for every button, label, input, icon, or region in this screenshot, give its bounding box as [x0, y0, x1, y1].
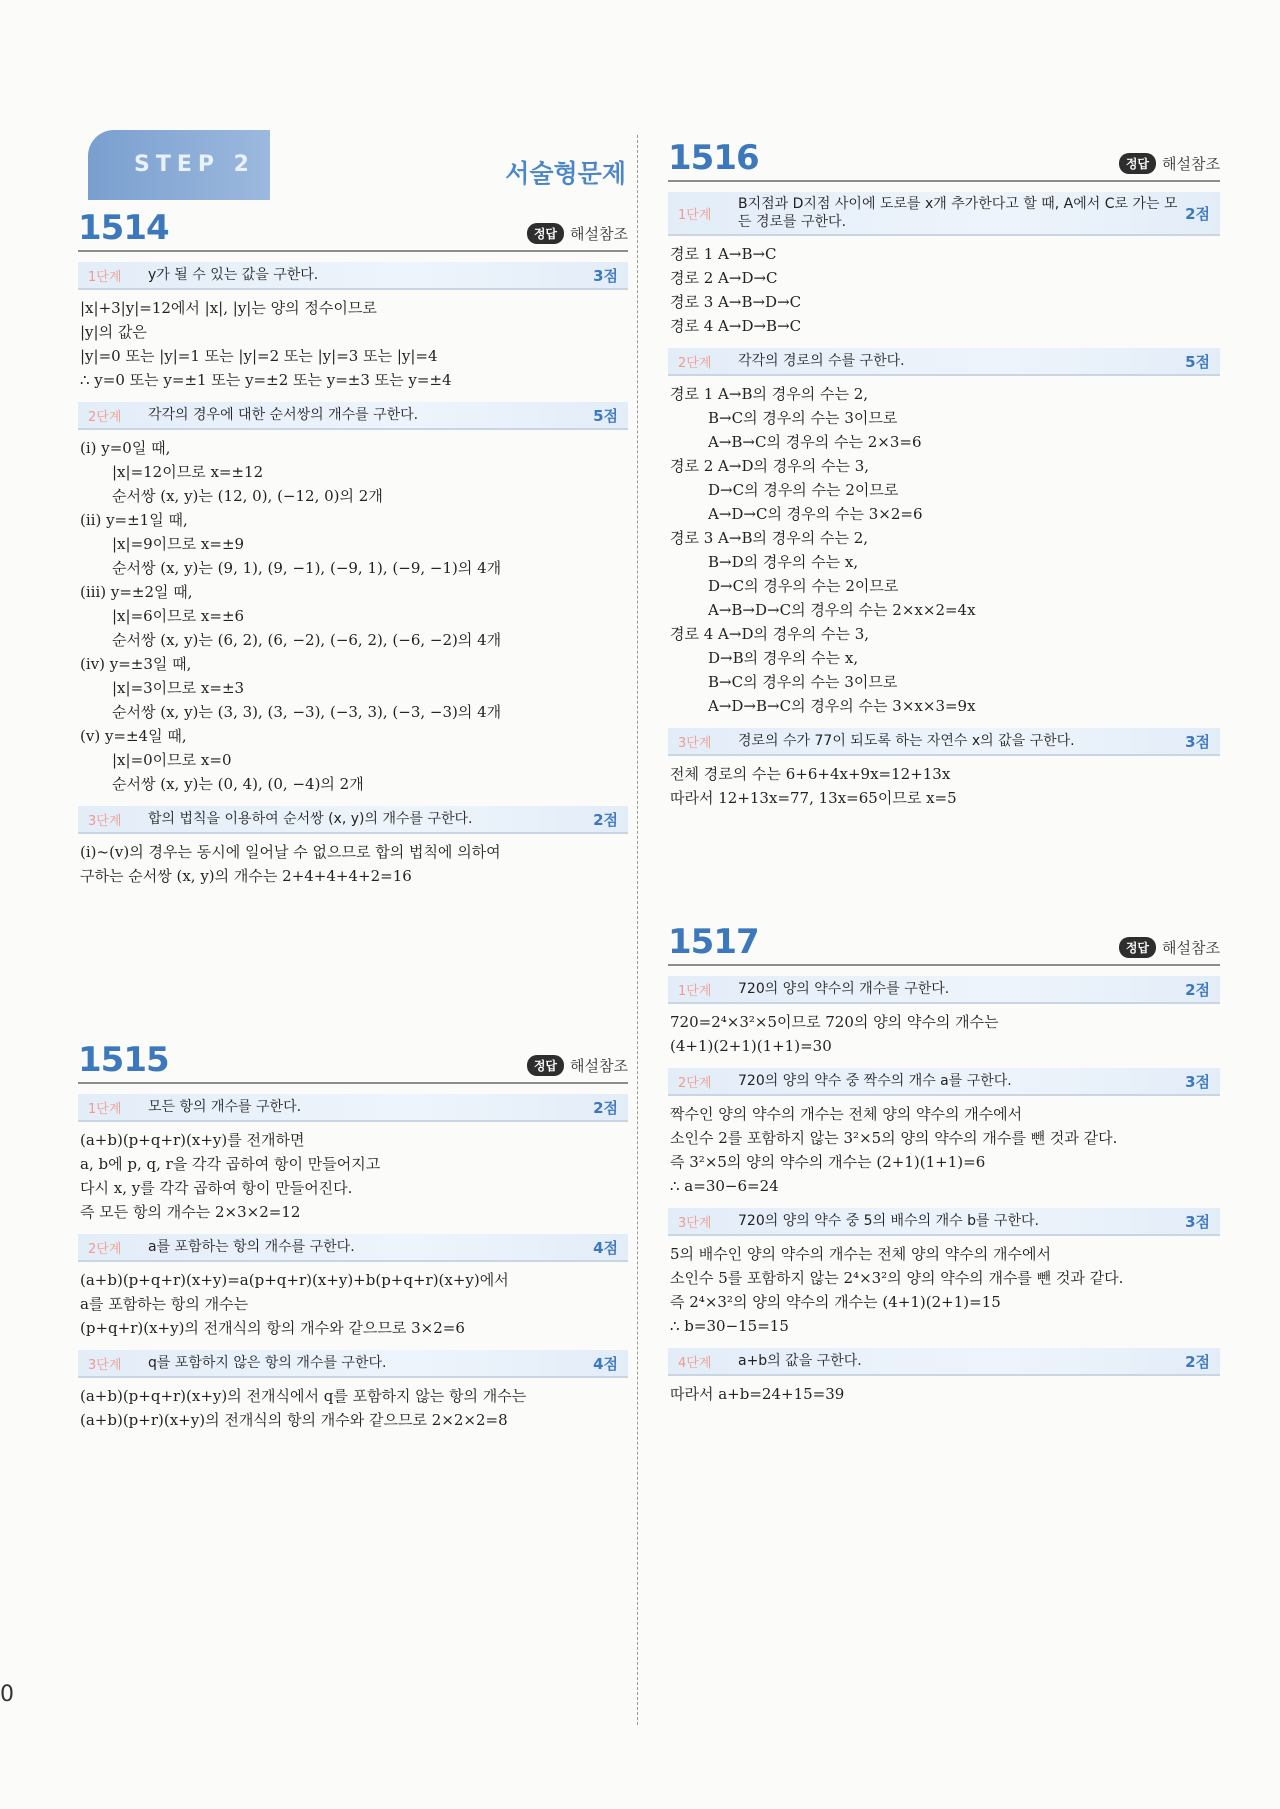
solution-line: 따라서 a+b=24+15=39	[670, 1385, 845, 1403]
solution-line: A→B→C의 경우의 수는 2×3=6	[708, 433, 922, 451]
solution-line: (ⅳ) y=±3일 때,	[80, 655, 192, 673]
solution-line: |x|=9이므로 x=±9	[112, 535, 245, 553]
stage-title: q를 포함하지 않은 항의 개수를 구한다.	[148, 1355, 387, 1371]
stage-points: 5점	[593, 406, 618, 425]
stage-title: 각각의 경우에 대한 순서쌍의 개수를 구한다.	[148, 407, 419, 423]
stage-number: 1단계	[678, 207, 712, 223]
solution-line: 전체 경로의 수는 6+6+4x+9x=12+13x	[670, 765, 951, 783]
answer-label	[1119, 153, 1220, 174]
solution-line: 경로 4 A→D→B→C	[670, 317, 802, 335]
solution-line: 소인수 2를 포함하지 않는 3²×5의 양의 약수의 개수를 뺀 것과 같다.	[670, 1129, 1118, 1147]
solution-line: a를 포함하는 항의 개수는	[80, 1295, 249, 1313]
stage-header	[78, 402, 628, 430]
step-label: STEP 2	[134, 152, 255, 177]
solution-line: 순서쌍 (x, y)는 (9, 1), (9, −1), (−9, 1), (−9, −1)의 4개	[112, 559, 502, 577]
solution-line: 다시 x, y를 각각 곱하여 항이 만들어진다.	[80, 1179, 353, 1197]
stage-points: 2점	[1185, 1352, 1210, 1371]
page-edge-mark: 0	[0, 1682, 14, 1707]
solution-line: A→B→D→C의 경우의 수는 2×x×2=4x	[708, 601, 976, 619]
stage-header	[668, 728, 1220, 756]
stage-body	[668, 376, 1220, 718]
solution-line: (ⅰ) y=0일 때,	[80, 439, 171, 457]
stage-header	[78, 1094, 628, 1122]
solution-line: (a+b)(p+q+r)(x+y)의 전개식에서 q를 포함하지 않는 항의 개수는	[80, 1387, 527, 1405]
answer-label	[1119, 937, 1220, 958]
stage-body	[78, 1378, 628, 1432]
solution-line: (a+b)(p+q+r)(x+y)=a(p+q+r)(x+y)+b(p+q+r)(x+y)에서	[80, 1271, 509, 1289]
stage-body	[668, 1004, 1220, 1058]
solution-line: |x|=6이므로 x=±6	[112, 607, 245, 625]
solution-line: (a+b)(p+r)(x+y)의 전개식의 항의 개수와 같으므로 2×2×2=8	[80, 1411, 508, 1429]
solution-line: (a+b)(p+q+r)(x+y)를 전개하면	[80, 1131, 305, 1149]
stage-body	[78, 430, 628, 796]
stage-header	[668, 976, 1220, 1004]
stage-points: 3점	[1185, 1072, 1210, 1091]
stage-title: 합의 법칙을 이용하여 순서쌍 (x, y)의 개수를 구한다.	[148, 811, 473, 827]
solution-line: ∴ b=30−15=15	[670, 1317, 789, 1335]
solution-line: (p+q+r)(x+y)의 전개식의 항의 개수와 같으므로 3×2=6	[80, 1319, 465, 1337]
answer-badge: 정답	[1119, 153, 1156, 174]
stage-points: 5점	[1185, 352, 1210, 371]
solution-line: B→D의 경우의 수는 x,	[708, 553, 859, 571]
stage-title: 720의 양의 약수의 개수를 구한다.	[738, 981, 950, 997]
stage-number: 2단계	[88, 1241, 122, 1257]
stage-points: 2점	[1185, 204, 1210, 223]
stage-title: 모든 항의 개수를 구한다.	[148, 1099, 302, 1115]
answer-text: 해설참조	[1162, 155, 1220, 173]
solution-line: 5의 배수인 양의 약수의 개수는 전체 양의 약수의 개수에서	[670, 1245, 1051, 1263]
problem-header	[78, 208, 628, 252]
answer-badge: 정답	[1119, 937, 1156, 958]
answer-badge: 정답	[527, 223, 564, 244]
solution-line: ∴ a=30−6=24	[670, 1177, 779, 1195]
stage-title: y가 될 수 있는 값을 구한다.	[148, 267, 319, 283]
solution-line: (ⅲ) y=±2일 때,	[80, 583, 193, 601]
problem-number: 1514	[78, 208, 169, 248]
problem-1515	[78, 1040, 628, 1432]
solution-line: A→D→C의 경우의 수는 3×2=6	[708, 505, 923, 523]
stage-header	[668, 192, 1220, 236]
stage-points: 2점	[593, 810, 618, 829]
solution-line: |x|+3|y|=12에서 |x|, |y|는 양의 정수이므로	[80, 299, 377, 317]
stage-number: 3단계	[678, 1215, 712, 1231]
stage-title: B지점과 D지점 사이에 도로를 x개 추가한다고 할 때, A에서 C로 가는 모든 경로를 구한다.	[738, 196, 1178, 230]
stage-body	[78, 290, 628, 392]
stage-body	[78, 834, 628, 888]
stage-title: a를 포함하는 항의 개수를 구한다.	[148, 1239, 355, 1255]
stage-number: 1단계	[88, 1101, 122, 1117]
solution-line: 경로 3 A→B→D→C	[670, 293, 802, 311]
solution-line: 경로 1 A→B의 경우의 수는 2,	[670, 385, 869, 403]
stage-number: 3단계	[88, 813, 122, 829]
solution-line: 경로 4 A→D의 경우의 수는 3,	[670, 625, 870, 643]
step-header	[88, 130, 626, 200]
step-badge	[88, 130, 270, 200]
solution-line: 순서쌍 (x, y)는 (3, 3), (3, −3), (−3, 3), (−3, −3)의 4개	[112, 703, 502, 721]
solution-line: (ⅰ)~(ⅴ)의 경우는 동시에 일어날 수 없으므로 합의 법칙에 의하여	[80, 843, 501, 861]
answer-label	[527, 223, 628, 244]
answer-label	[527, 1055, 628, 1076]
solution-line: (4+1)(2+1)(1+1)=30	[670, 1037, 832, 1055]
solution-line: D→C의 경우의 수는 2이므로	[708, 481, 899, 499]
section-title: 서술형문제	[505, 159, 626, 188]
solution-line: B→C의 경우의 수는 3이므로	[708, 673, 898, 691]
solution-line: 구하는 순서쌍 (x, y)의 개수는 2+4+4+4+2=16	[80, 867, 412, 885]
stage-number: 1단계	[88, 269, 122, 285]
stage-number: 2단계	[88, 409, 122, 425]
stage-header	[78, 806, 628, 834]
solution-line: 경로 1 A→B→C	[670, 245, 777, 263]
problem-1516	[668, 138, 1220, 810]
solution-line: 즉 3²×5의 양의 약수의 개수는 (2+1)(1+1)=6	[670, 1153, 986, 1171]
solution-line: |x|=3이므로 x=±3	[112, 679, 245, 697]
stage-points: 2점	[593, 1098, 618, 1117]
solution-line: |y|=0 또는 |y|=1 또는 |y|=2 또는 |y|=3 또는 |y|=4	[80, 347, 438, 365]
problem-header	[668, 138, 1220, 182]
stage-title: a+b의 값을 구한다.	[738, 1353, 862, 1369]
solution-line: B→C의 경우의 수는 3이므로	[708, 409, 898, 427]
stage-title: 각각의 경로의 수를 구한다.	[738, 353, 905, 369]
stage-points: 4점	[593, 1354, 618, 1373]
stage-points: 3점	[1185, 732, 1210, 751]
solution-line: 경로 2 A→D의 경우의 수는 3,	[670, 457, 870, 475]
answer-badge: 정답	[527, 1055, 564, 1076]
stage-points: 4점	[593, 1238, 618, 1257]
stage-points: 3점	[1185, 1212, 1210, 1231]
solution-line: 경로 3 A→B의 경우의 수는 2,	[670, 529, 869, 547]
stage-number: 2단계	[678, 1075, 712, 1091]
solution-line: 순서쌍 (x, y)는 (6, 2), (6, −2), (−6, 2), (−6, −2)의 4개	[112, 631, 502, 649]
stage-header	[78, 262, 628, 290]
solution-line: D→B의 경우의 수는 x,	[708, 649, 859, 667]
stage-points: 3점	[593, 266, 618, 285]
solution-line: (ⅴ) y=±4일 때,	[80, 727, 187, 745]
stage-title: 720의 양의 약수 중 5의 배수의 개수 b를 구한다.	[738, 1213, 1039, 1229]
stage-number: 3단계	[88, 1357, 122, 1373]
stage-number: 4단계	[678, 1355, 712, 1371]
stage-body	[668, 1236, 1220, 1338]
answer-text: 해설참조	[1162, 939, 1220, 957]
stage-body	[78, 1122, 628, 1224]
solution-line: |x|=12이므로 x=±12	[112, 463, 264, 481]
stage-title: 경로의 수가 77이 되도록 하는 자연수 x의 값을 구한다.	[738, 733, 1075, 749]
stage-body	[668, 236, 1220, 338]
solution-line: 즉 모든 항의 개수는 2×3×2=12	[80, 1203, 301, 1221]
stage-header	[78, 1234, 628, 1262]
stage-body	[668, 756, 1220, 810]
solution-line: 따라서 12+13x=77, 13x=65이므로 x=5	[670, 789, 957, 807]
solution-line: A→D→B→C의 경우의 수는 3×x×3=9x	[708, 697, 976, 715]
problem-number: 1515	[78, 1040, 169, 1080]
stage-points: 2점	[1185, 980, 1210, 999]
stage-number: 2단계	[678, 355, 712, 371]
stage-body	[668, 1096, 1220, 1198]
problem-1517	[668, 922, 1220, 1406]
stage-number: 3단계	[678, 735, 712, 751]
solution-line: ∴ y=0 또는 y=±1 또는 y=±2 또는 y=±3 또는 y=±4	[80, 371, 452, 389]
problem-number: 1517	[668, 922, 759, 962]
solution-line: |y|의 값은	[80, 323, 147, 341]
solution-line: a, b에 p, q, r을 각각 곱하여 항이 만들어지고	[80, 1155, 381, 1173]
solution-line: 경로 2 A→D→C	[670, 269, 778, 287]
solution-line: (ⅱ) y=±1일 때,	[80, 511, 188, 529]
stage-header	[668, 1348, 1220, 1376]
stage-header	[78, 1350, 628, 1378]
solution-line: D→C의 경우의 수는 2이므로	[708, 577, 899, 595]
stage-number: 1단계	[678, 983, 712, 999]
column-divider	[637, 135, 638, 1725]
solution-line: 즉 2⁴×3²의 양의 약수의 개수는 (4+1)(2+1)=15	[670, 1293, 1001, 1311]
problem-header	[78, 1040, 628, 1084]
stage-title: 720의 양의 약수 중 짝수의 개수 a를 구한다.	[738, 1073, 1012, 1089]
solution-line: 순서쌍 (x, y)는 (0, 4), (0, −4)의 2개	[112, 775, 364, 793]
solution-line: |x|=0이므로 x=0	[112, 751, 232, 769]
stage-body	[668, 1376, 1220, 1406]
solution-line: 순서쌍 (x, y)는 (12, 0), (−12, 0)의 2개	[112, 487, 383, 505]
problem-header	[668, 922, 1220, 966]
problem-number: 1516	[668, 138, 759, 178]
answer-text: 해설참조	[570, 1057, 628, 1075]
solution-line: 720=2⁴×3²×5이므로 720의 양의 약수의 개수는	[670, 1013, 999, 1031]
problem-1514	[78, 208, 628, 888]
solution-line: 소인수 5를 포함하지 않는 2⁴×3²의 양의 약수의 개수를 뺀 것과 같다.	[670, 1269, 1124, 1287]
stage-header	[668, 348, 1220, 376]
solution-line: 짝수인 양의 약수의 개수는 전체 양의 약수의 개수에서	[670, 1105, 1023, 1123]
stage-header	[668, 1068, 1220, 1096]
answer-text: 해설참조	[570, 225, 628, 243]
stage-header	[668, 1208, 1220, 1236]
stage-body	[78, 1262, 628, 1340]
